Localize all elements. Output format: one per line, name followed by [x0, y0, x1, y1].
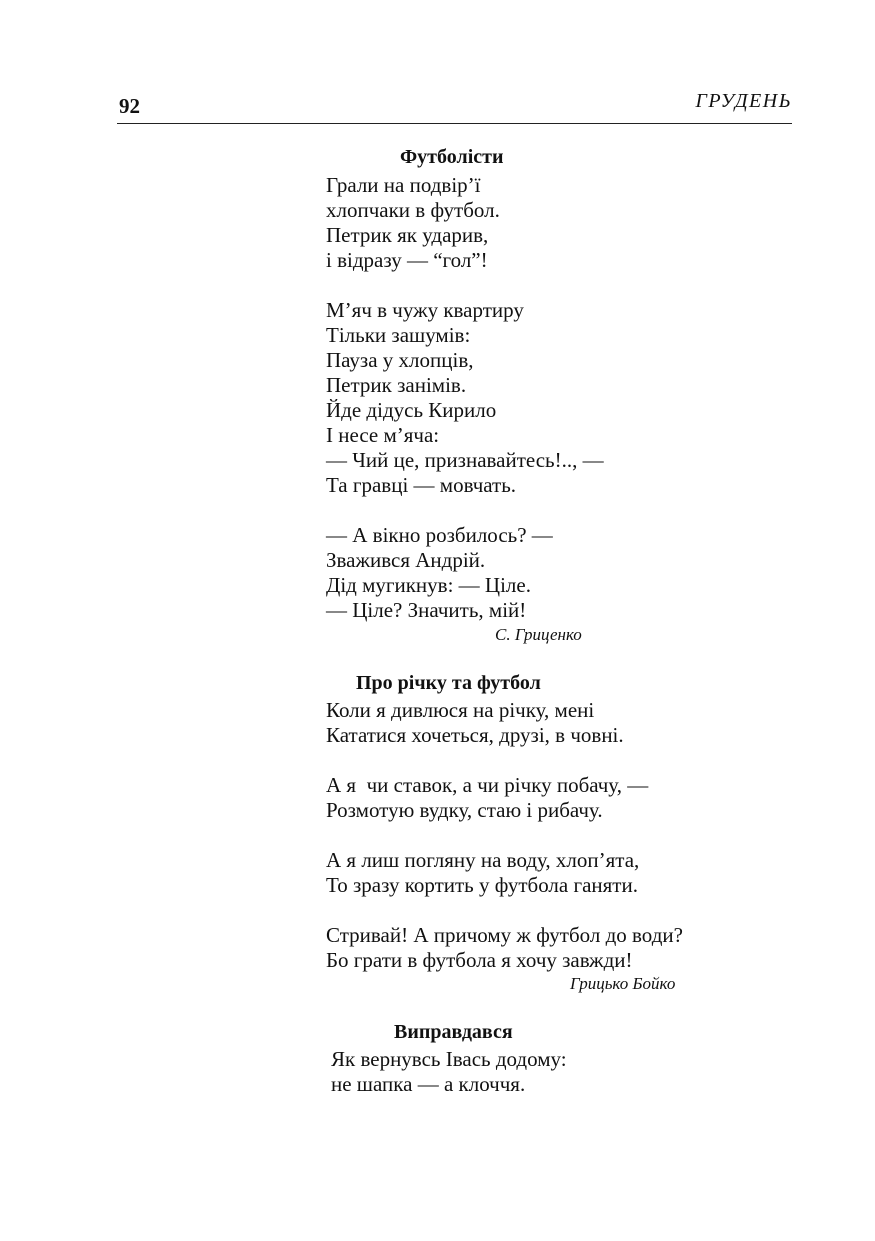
poem-line: — Чий це, признавайтесь!.., — — [326, 448, 604, 472]
poem-line: Стривай! А причому ж футбол до води? — [326, 923, 683, 947]
stanza-break — [326, 748, 683, 773]
poem-line: Петрик занімів. — [326, 373, 467, 397]
page-number: 92 — [119, 94, 140, 118]
poem-title: Про річку та футбол — [356, 672, 541, 694]
poem-line: Дід мугикнув: — Ціле. — [326, 573, 531, 597]
poem-line: Петрик як ударив, — [326, 223, 489, 247]
poem-line: хлопчаки в футбол. — [326, 198, 500, 222]
poem-line: А я лиш погляну на воду, хлоп’ята, — [326, 848, 640, 872]
poem-line: Коли я дивлюся на річку, мені — [326, 698, 595, 722]
poem-body — [326, 698, 683, 973]
poem-line: Та гравці — мовчать. — [326, 473, 517, 497]
poem-line: Пауза у хлопців, — [326, 348, 474, 372]
poem-line: Йде дідусь Кирило — [326, 398, 497, 422]
poem-line: — Ціле? Значить, мій! — [326, 598, 527, 622]
poem-body — [331, 1047, 567, 1097]
poem-line: Бо грати в футбола я хочу завжди! — [326, 948, 633, 972]
poem-line: М’яч в чужу квартиру — [326, 298, 524, 322]
running-title: ГРУДЕНЬ — [695, 90, 792, 112]
poem-line: не шапка — а клоччя. — [331, 1072, 526, 1096]
poem-author: С. Гриценко — [495, 625, 582, 644]
poem-line: — А вікно розбилось? — — [326, 523, 553, 547]
poem-line: Зважився Андрій. — [326, 548, 486, 572]
stanza-break — [326, 273, 604, 298]
poem-title: Виправдався — [394, 1021, 513, 1043]
poem-author: Грицько Бойко — [570, 974, 676, 993]
poem-body — [326, 173, 604, 623]
poem-title: Футболісти — [400, 146, 504, 168]
stanza-break — [326, 898, 683, 923]
stanza-break — [326, 823, 683, 848]
poem-line: Тільки зашумів: — [326, 323, 471, 347]
poem-line: Кататися хочеться, друзі, в човні. — [326, 723, 624, 747]
header-divider — [117, 123, 792, 124]
page-header — [117, 88, 792, 124]
poem-line: А я чи ставок, а чи річку побачу, — — [326, 773, 649, 797]
poem-line: Грали на подвір’ї — [326, 173, 481, 197]
poem-line: Як вернувсь Івась додому: — [331, 1047, 567, 1071]
poem-line: Розмотую вудку, стаю і рибачу. — [326, 798, 603, 822]
poem-line: і відразу — “гол”! — [326, 248, 488, 272]
stanza-break — [326, 498, 604, 523]
poem-line: То зразу кортить у футбола ганяти. — [326, 873, 638, 897]
poem-line: І несе м’яча: — [326, 423, 440, 447]
